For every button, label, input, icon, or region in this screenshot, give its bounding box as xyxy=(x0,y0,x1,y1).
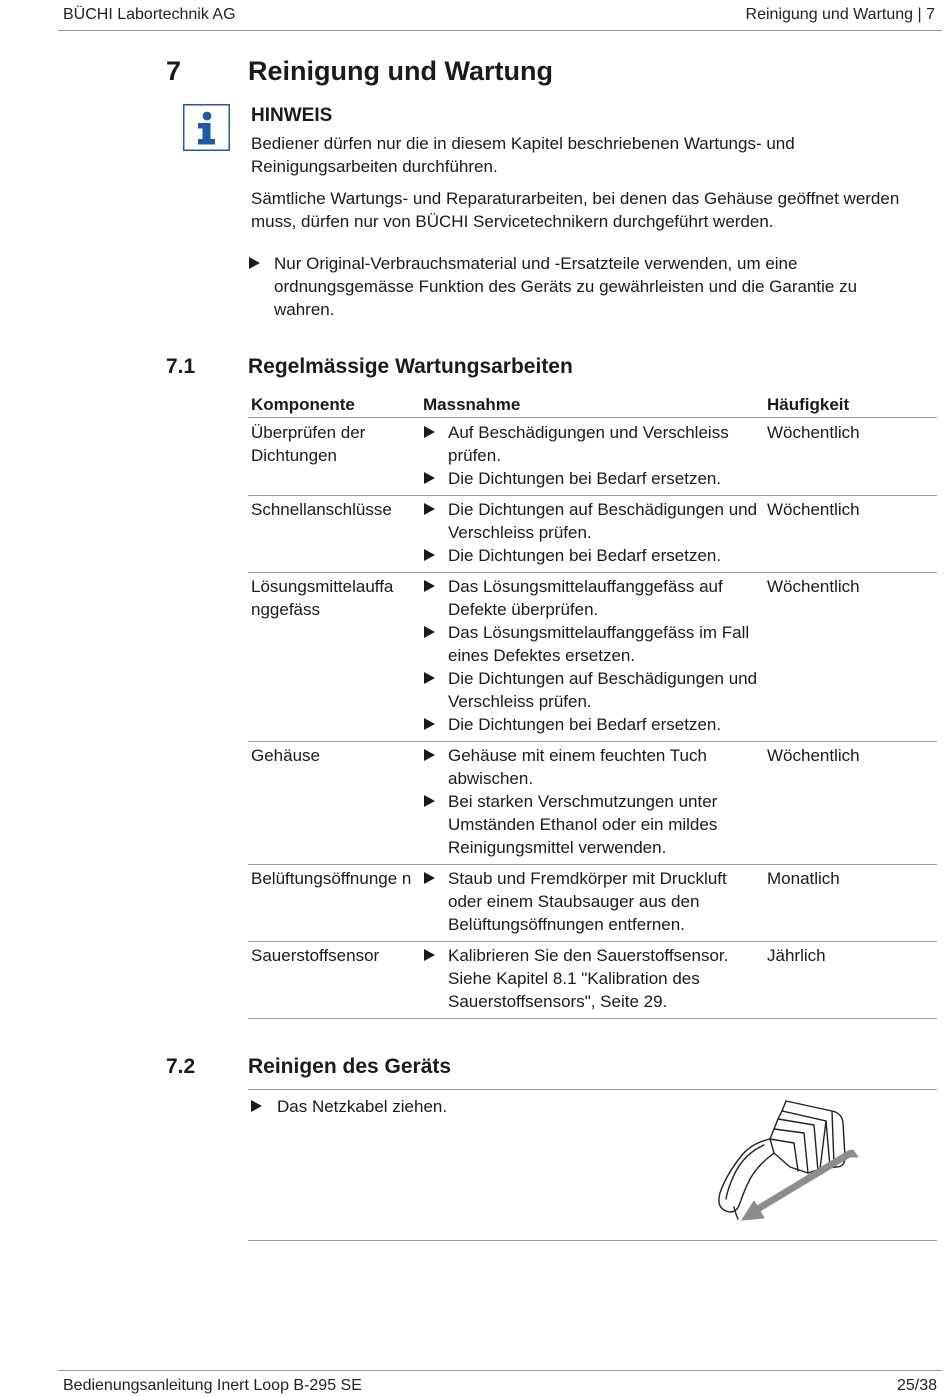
frequency-cell: Wöchentlich xyxy=(764,418,937,496)
frequency-cell: Wöchentlich xyxy=(764,573,937,742)
step-arrow-icon xyxy=(424,795,435,807)
action-item xyxy=(423,498,761,544)
step-arrow-icon xyxy=(424,672,435,684)
step-arrow-icon xyxy=(424,580,435,592)
column-header-action: Massnahme xyxy=(420,391,764,418)
action-cell xyxy=(420,418,764,496)
action-cell xyxy=(420,496,764,573)
component-cell: Belüftungsöffnunge n xyxy=(248,865,420,942)
action-text: Bei starken Verschmutzungen unter Umständen Ethanol oder ein mildes Reinigungsmittel verwenden. xyxy=(448,792,718,857)
action-text: Auf Beschädigungen und Verschleiss prüfen. xyxy=(448,423,729,465)
action-item xyxy=(423,867,761,936)
notice-instruction xyxy=(251,252,921,321)
action-text: Gehäuse mit einem feuchten Tuch abwischen. xyxy=(448,746,707,788)
frequency-cell: Wöchentlich xyxy=(764,742,937,865)
notice-block xyxy=(251,104,921,321)
frequency-cell: Wöchentlich xyxy=(764,496,937,573)
action-item xyxy=(423,575,761,621)
maintenance-table xyxy=(248,391,937,1019)
action-item xyxy=(423,944,761,1013)
action-text: Die Dichtungen auf Beschädigungen und Verschleiss prüfen. xyxy=(448,500,758,542)
action-item xyxy=(423,713,761,736)
action-cell xyxy=(420,865,764,942)
action-text: Das Lösungsmittelauffanggefäss auf Defekte überprüfen. xyxy=(448,577,723,619)
column-header-component: Komponente xyxy=(248,391,420,418)
step-arrow-icon xyxy=(424,626,435,638)
footer-rule xyxy=(58,1370,942,1371)
step-arrow-icon xyxy=(424,718,435,730)
action-text: Die Dichtungen bei Bedarf ersetzen. xyxy=(448,546,722,565)
action-item xyxy=(423,544,761,567)
action-text: Kalibrieren Sie den Sauerstoffsensor. Siehe Kapitel 8.1 "Kalibration des Sauerstoffsensors", Seite 29. xyxy=(448,946,729,1011)
table-row xyxy=(248,496,937,573)
section-title: Regelmässige Wartungsarbeiten xyxy=(248,355,573,378)
table-row xyxy=(248,742,937,865)
frequency-cell: Monatlich xyxy=(764,865,937,942)
step-arrow-icon xyxy=(424,549,435,561)
table-row xyxy=(248,865,937,942)
action-item xyxy=(423,467,761,490)
step-arrow-icon xyxy=(424,503,435,515)
action-text: Die Dichtungen auf Beschädigungen und Verschleiss prüfen. xyxy=(448,669,758,711)
step-arrow-icon xyxy=(424,872,435,884)
action-item xyxy=(423,421,761,467)
action-item xyxy=(423,744,761,790)
instruction-step xyxy=(251,1095,447,1118)
notice-instruction-text: Nur Original-Verbrauchsmaterial und -Ersatzteile verwenden, um eine ordnungsgemässe Funktion des Geräts zu gewährleisten und die Garantie zu wahren. xyxy=(274,254,858,319)
action-item xyxy=(423,621,761,667)
header-rule xyxy=(58,30,942,31)
table-row xyxy=(248,942,937,1019)
running-header-company: BÜCHI Labortechnik AG xyxy=(63,6,236,23)
step-arrow-icon xyxy=(251,1100,262,1112)
table-header-row xyxy=(248,391,937,418)
footer-manual-title: Bedienungsanleitung Inert Loop B-295 SE xyxy=(63,1377,362,1394)
action-text: Das Lösungsmittelauffanggefäss im Fall eines Defektes ersetzen. xyxy=(448,623,750,665)
component-cell: Überprüfen der Dichtungen xyxy=(248,418,420,496)
action-text: Die Dichtungen bei Bedarf ersetzen. xyxy=(448,715,722,734)
step-arrow-icon xyxy=(424,949,435,961)
section-rule xyxy=(248,1089,937,1090)
notice-title: HINWEIS xyxy=(251,105,333,126)
section-title: Reinigen des Geräts xyxy=(248,1055,452,1078)
action-item xyxy=(423,790,761,859)
table-row xyxy=(248,418,937,496)
action-cell xyxy=(420,942,764,1019)
notice-paragraph: Bediener dürfen nur die in diesem Kapitel beschriebenen Wartungs- und Reinigungsarbeiten durchführen. xyxy=(251,134,795,176)
step-arrow-icon xyxy=(424,472,435,484)
step-arrow-icon xyxy=(424,749,435,761)
info-icon xyxy=(183,104,230,151)
component-cell: Lösungsmittelauffa nggefäss xyxy=(248,573,420,742)
action-cell xyxy=(420,742,764,865)
action-text: Staub und Fremdkörper mit Druckluft oder einem Staubsauger aus den Belüftungsöffnungen entfernen. xyxy=(448,869,727,934)
footer-page-number: 25/38 xyxy=(896,1377,937,1394)
section-number: 7.2 xyxy=(166,1055,196,1078)
unplug-power-cable-illustration xyxy=(712,1095,862,1223)
frequency-cell: Jährlich xyxy=(764,942,937,1019)
component-cell: Gehäuse xyxy=(248,742,420,865)
section-number: 7.1 xyxy=(166,355,196,378)
table-row xyxy=(248,573,937,742)
component-cell: Sauerstoffsensor xyxy=(248,942,420,1019)
running-header-chapter: Reinigung und Wartung | 7 xyxy=(745,6,935,23)
notice-paragraph: Sämtliche Wartungs- und Reparaturarbeiten, bei denen das Gehäuse geöffnet werden muss, dürfen nur von BÜCHI Servicetechnikern durchgeführt werden. xyxy=(251,189,900,231)
step-arrow-icon xyxy=(424,426,435,438)
column-header-frequency: Häufigkeit xyxy=(764,391,937,418)
instruction-text: Das Netzkabel ziehen. xyxy=(277,1097,448,1116)
step-arrow-icon xyxy=(249,257,260,269)
component-cell: Schnellanschlüsse xyxy=(248,496,420,573)
action-cell xyxy=(420,573,764,742)
section-end-rule xyxy=(248,1240,937,1241)
chapter-number: 7 xyxy=(166,56,182,86)
action-text: Die Dichtungen bei Bedarf ersetzen. xyxy=(448,469,722,488)
action-item xyxy=(423,667,761,713)
chapter-title: Reinigung und Wartung xyxy=(248,56,553,86)
